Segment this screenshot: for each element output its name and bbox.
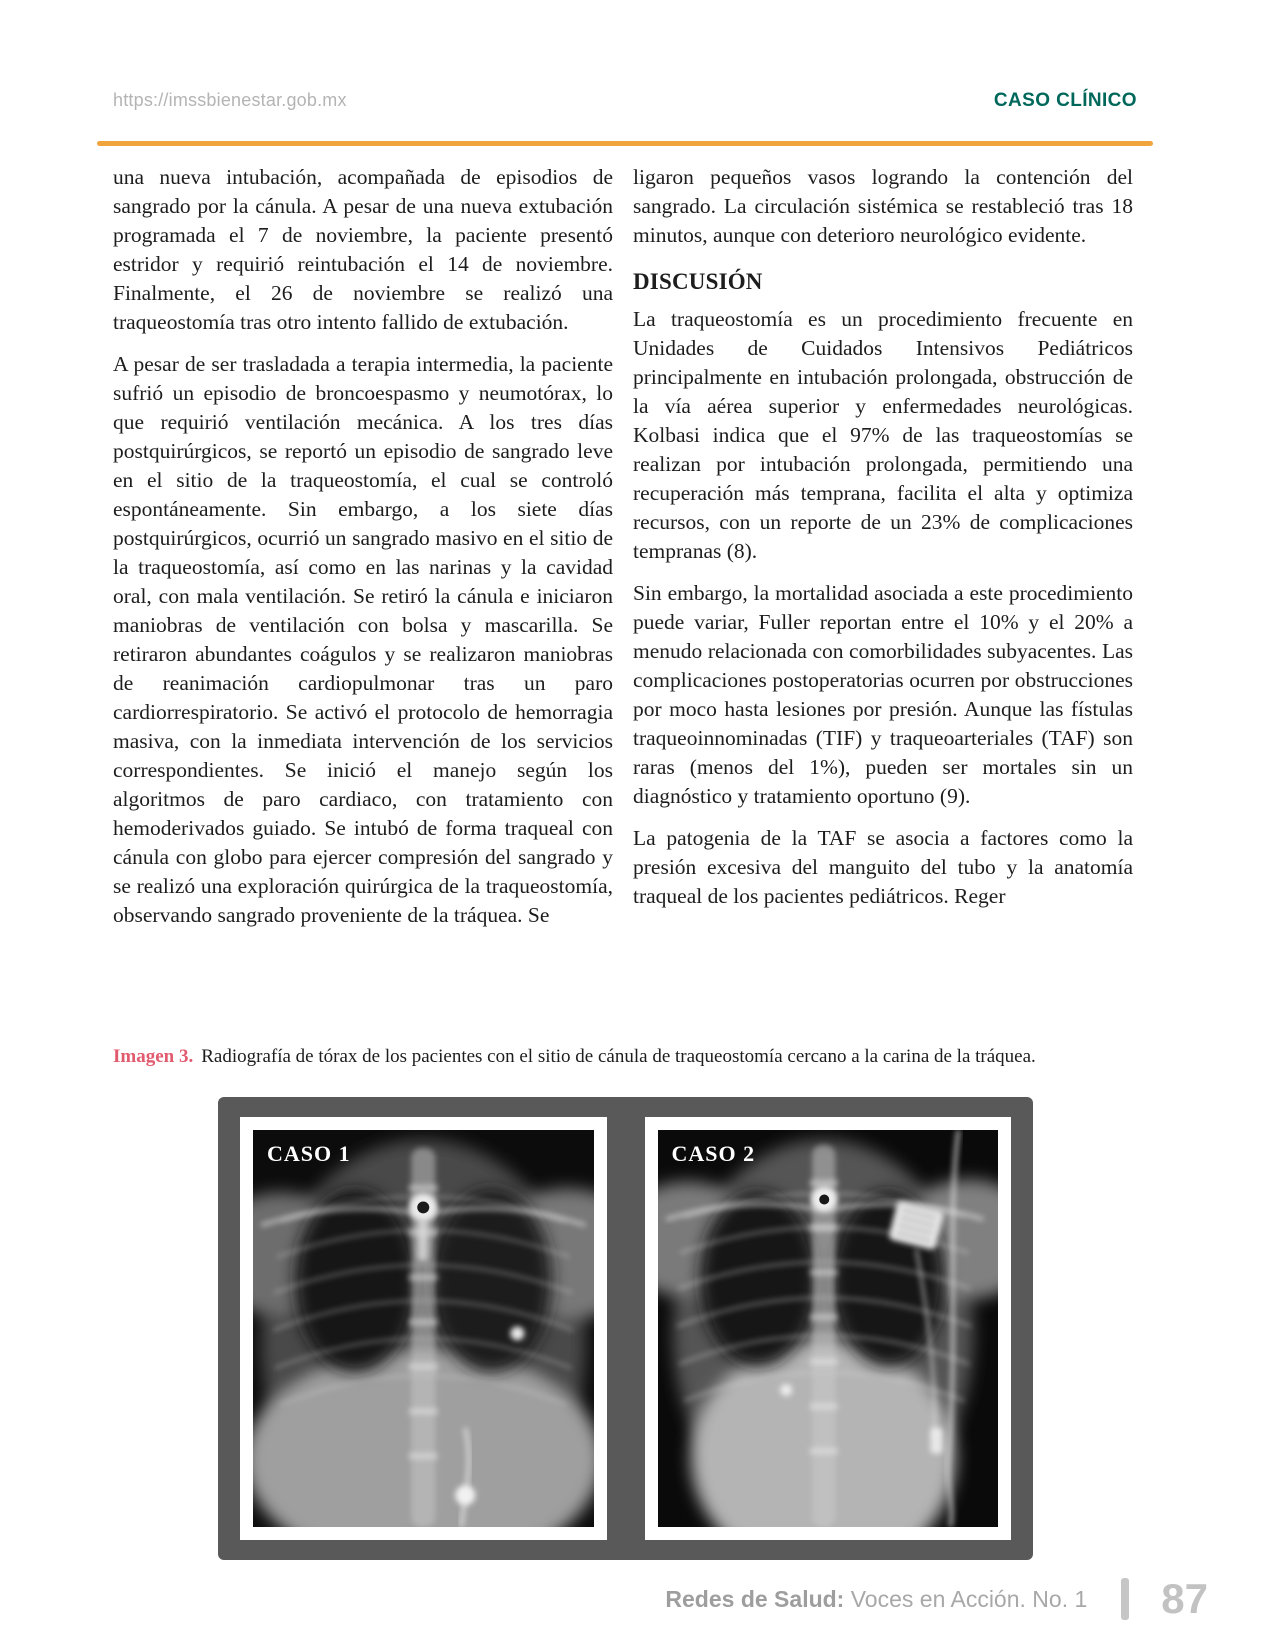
journal-title: [665, 1586, 1087, 1613]
paragraph: La patogenia de la TAF se asocia a factores como la presión excesiva del manguito del tubo y la anatomía traqueal de los pacientes pediátricos. Reger: [633, 826, 1133, 908]
page-footer: [665, 1576, 1208, 1622]
paragraph: La traqueostomía es un procedimiento frecuente en Unidades de Cuidados Intensivos Pediátricos principalmente en intubación prolongada, obstrucción de la vía aérea superior y enfermedades neurológicas. Kolbasi indica que el 97% de las traqueostomías se realizan por intubación prolongada, permitiendo una recuperación más temprana, facilita el alta y optimiza recursos, con un reporte de un 23% de complicaciones tempranas (8).: [633, 307, 1133, 563]
figure-caption-label: Imagen 3.: [113, 1046, 194, 1067]
page-header: [113, 90, 1137, 112]
chest-xray-art-1: [253, 1130, 594, 1527]
journal-title-rest: Voces en Acción. No. 1: [844, 1585, 1088, 1612]
xray-panel-caso-1: [240, 1117, 607, 1540]
source-url: https://imssbienestar.gob.mx: [113, 90, 347, 110]
footer-divider-bar: [1121, 1578, 1129, 1620]
article-body: [113, 163, 1133, 943]
header-rule: [97, 141, 1153, 146]
xray-label-caso-1: CASO 1: [267, 1141, 351, 1166]
section-label: CASO CLÍNICO: [993, 90, 1137, 111]
discussion-heading: DISCUSIÓN: [633, 269, 763, 294]
paragraph: una nueva intubación, acompañada de episodios de sangrado por la cánula. A pesar de una nueva extubación programada el 7 de noviembre, la paciente presentó estridor y requirió reintubación el 14 de noviembre. Finalmente, el 26 de noviembre se realizó una traqueostomía tras otro intento fallido de extubación.: [113, 165, 613, 334]
figure-imagen-3: [218, 1097, 1033, 1560]
journal-title-bold: Redes de Salud:: [665, 1585, 845, 1612]
xray-panel-caso-2: [645, 1117, 1012, 1540]
paragraph: Sin embargo, la mortalidad asociada a este procedimiento puede variar, Fuller reportan entre el 10% y el 20% a menudo relacionada con comorbilidades subyacentes. Las complicaciones postoperatorias ocurren por obstrucciones por moco hasta lesiones por presión. Aunque las fístulas traqueoinnominadas (TIF) y traqueoarteriales (TAF) son raras (menos del 1%), pueden ser mortales sin un diagnóstico y tratamiento oportuno (9).: [633, 581, 1133, 808]
paragraph: A pesar de ser trasladada a terapia intermedia, la paciente sufrió un episodio de broncoespasmo y neumotórax, lo que requirió ventilación mecánica. A los tres días postquirúrgicos, se reportó un episodio de sangrado leve en el sitio de la traqueostomía, el cual se controló espontáneamente. Sin embargo, a los siete días postquirúrgicos, ocurrió un sangrado masivo en el sitio de la traqueostomía, así como en las narinas y la cavidad oral, con mala ventilación. Se retiró la cánula e iniciaron maniobras de ventilación con bolsa y mascarilla. Se retiraron abundantes coágulos y se realizaron maniobras de reanimación cardiopulmonar tras un paro cardiorrespiratorio. Se activó el protocolo de hemorragia masiva, con la inmediata intervención de los servicios correspondientes. Se inició el manejo según los algoritmos de paro cardiaco, con tratamiento con hemoderivados guiado. Se intubó de forma traqueal con cánula con globo para ejercer compresión del sangrado y se realizó una exploración quirúrgica de la traqueostomía, observando sangrado proveniente de la tráquea. Se: [113, 352, 613, 927]
left-column: [113, 163, 613, 943]
figure-caption: [113, 1044, 1175, 1070]
chest-xray-art-2: [658, 1130, 999, 1527]
paragraph: ligaron pequeños vasos logrando la contención del sangrado. La circulación sistémica se restableció tras 18 minutos, aunque con deterioro neurológico evidente.: [633, 165, 1133, 247]
xray-label-caso-2: CASO 2: [671, 1141, 756, 1166]
xray-image-caso-1: [253, 1130, 594, 1527]
right-column: [633, 163, 1133, 943]
page-number: 87: [1161, 1575, 1208, 1622]
figure-caption-text: Radiografía de tórax de los pacientes con el sitio de cánula de traqueostomía cercano a la carina de la tráquea.: [201, 1046, 1036, 1067]
xray-image-caso-2: [658, 1130, 999, 1527]
